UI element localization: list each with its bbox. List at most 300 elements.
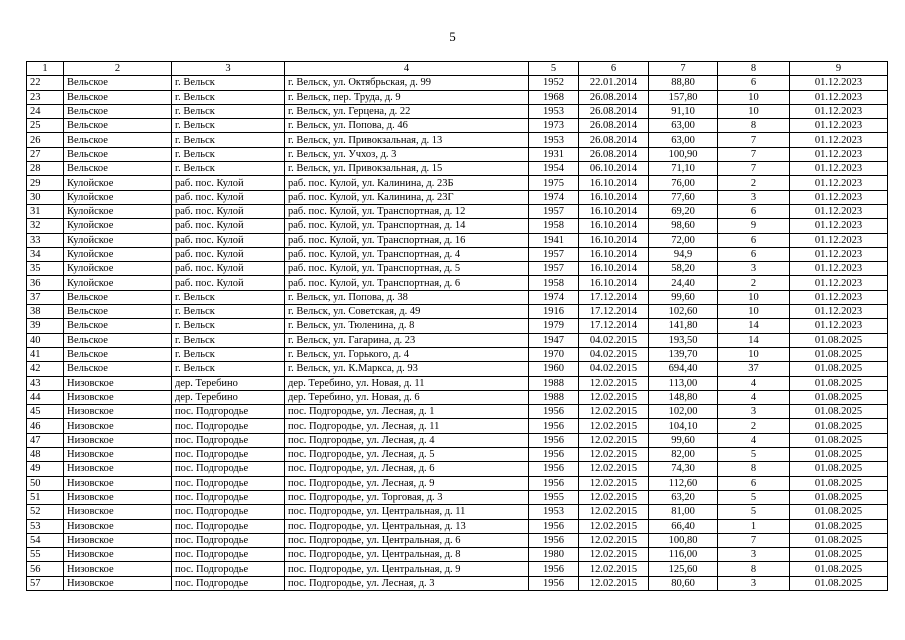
header-row xyxy=(27,62,888,76)
settlement-cell: Низовское xyxy=(64,476,172,490)
deadline-cell: 01.08.2025 xyxy=(790,490,888,504)
table-row xyxy=(27,162,888,176)
year-cell: 1954 xyxy=(529,162,579,176)
residents-cell: 3 xyxy=(718,190,790,204)
address-cell: раб. пос. Кулой, ул. Транспортная, д. 16 xyxy=(285,233,529,247)
row-number-cell: 52 xyxy=(27,505,64,519)
area-cell: 66,40 xyxy=(649,519,718,533)
area-cell: 81,00 xyxy=(649,505,718,519)
address-cell: г. Вельск, ул. К.Маркса, д. 93 xyxy=(285,362,529,376)
date-cell: 06.10.2014 xyxy=(579,162,649,176)
locality-cell: г. Вельск xyxy=(172,305,285,319)
year-cell: 1953 xyxy=(529,505,579,519)
locality-cell: г. Вельск xyxy=(172,119,285,133)
locality-cell: пос. Подгородье xyxy=(172,576,285,590)
settlement-cell: Низовское xyxy=(64,376,172,390)
address-cell: г. Вельск, ул. Попова, д. 46 xyxy=(285,119,529,133)
date-cell: 12.02.2015 xyxy=(579,562,649,576)
deadline-cell: 01.12.2023 xyxy=(790,119,888,133)
date-cell: 26.08.2014 xyxy=(579,90,649,104)
settlement-cell: Низовское xyxy=(64,390,172,404)
year-cell: 1953 xyxy=(529,133,579,147)
locality-cell: пос. Подгородье xyxy=(172,462,285,476)
area-cell: 113,00 xyxy=(649,376,718,390)
area-cell: 80,60 xyxy=(649,576,718,590)
table-row xyxy=(27,104,888,118)
address-cell: г. Вельск, ул. Попова, д. 38 xyxy=(285,290,529,304)
year-cell: 1916 xyxy=(529,305,579,319)
area-cell: 82,00 xyxy=(649,448,718,462)
settlement-cell: Низовское xyxy=(64,433,172,447)
row-number-cell: 45 xyxy=(27,405,64,419)
address-cell: раб. пос. Кулой, ул. Калинина, д. 23Б xyxy=(285,176,529,190)
column-header: 5 xyxy=(529,62,579,76)
address-cell: г. Вельск, ул. Гагарина, д. 23 xyxy=(285,333,529,347)
address-cell: пос. Подгородье, ул. Центральная, д. 11 xyxy=(285,505,529,519)
address-cell: раб. пос. Кулой, ул. Транспортная, д. 4 xyxy=(285,247,529,261)
address-cell: раб. пос. Кулой, ул. Транспортная, д. 14 xyxy=(285,219,529,233)
row-number-cell: 31 xyxy=(27,204,64,218)
table-row xyxy=(27,176,888,190)
deadline-cell: 01.08.2025 xyxy=(790,505,888,519)
deadline-cell: 01.12.2023 xyxy=(790,276,888,290)
row-number-cell: 53 xyxy=(27,519,64,533)
deadline-cell: 01.08.2025 xyxy=(790,362,888,376)
date-cell: 12.02.2015 xyxy=(579,390,649,404)
residents-cell: 2 xyxy=(718,276,790,290)
locality-cell: пос. Подгородье xyxy=(172,476,285,490)
table-row xyxy=(27,147,888,161)
address-cell: пос. Подгородье, ул. Лесная, д. 5 xyxy=(285,448,529,462)
date-cell: 12.02.2015 xyxy=(579,548,649,562)
date-cell: 22.01.2014 xyxy=(579,76,649,90)
date-cell: 12.02.2015 xyxy=(579,448,649,462)
locality-cell: г. Вельск xyxy=(172,347,285,361)
settlement-cell: Низовское xyxy=(64,448,172,462)
table-row xyxy=(27,233,888,247)
row-number-cell: 34 xyxy=(27,247,64,261)
date-cell: 16.10.2014 xyxy=(579,262,649,276)
locality-cell: г. Вельск xyxy=(172,104,285,118)
column-header: 2 xyxy=(64,62,172,76)
settlement-cell: Кулойское xyxy=(64,262,172,276)
residents-cell: 5 xyxy=(718,490,790,504)
locality-cell: раб. пос. Кулой xyxy=(172,190,285,204)
deadline-cell: 01.08.2025 xyxy=(790,576,888,590)
residents-cell: 3 xyxy=(718,548,790,562)
date-cell: 12.02.2015 xyxy=(579,533,649,547)
settlement-cell: Низовское xyxy=(64,462,172,476)
year-cell: 1956 xyxy=(529,433,579,447)
residents-cell: 14 xyxy=(718,333,790,347)
row-number-cell: 26 xyxy=(27,133,64,147)
year-cell: 1956 xyxy=(529,519,579,533)
table-row xyxy=(27,533,888,547)
settlement-cell: Вельское xyxy=(64,162,172,176)
date-cell: 04.02.2015 xyxy=(579,347,649,361)
locality-cell: пос. Подгородье xyxy=(172,419,285,433)
address-cell: г. Вельск, ул. Учхоз, д. 3 xyxy=(285,147,529,161)
residents-cell: 5 xyxy=(718,448,790,462)
settlement-cell: Вельское xyxy=(64,76,172,90)
area-cell: 58,20 xyxy=(649,262,718,276)
year-cell: 1968 xyxy=(529,90,579,104)
address-cell: г. Вельск, ул. Привокзальная, д. 15 xyxy=(285,162,529,176)
residents-cell: 14 xyxy=(718,319,790,333)
area-cell: 100,80 xyxy=(649,533,718,547)
row-number-cell: 50 xyxy=(27,476,64,490)
row-number-cell: 29 xyxy=(27,176,64,190)
row-number-cell: 38 xyxy=(27,305,64,319)
address-cell: г. Вельск, ул. Горького, д. 4 xyxy=(285,347,529,361)
year-cell: 1956 xyxy=(529,562,579,576)
area-cell: 141,80 xyxy=(649,319,718,333)
residents-cell: 1 xyxy=(718,519,790,533)
settlement-cell: Кулойское xyxy=(64,204,172,218)
locality-cell: раб. пос. Кулой xyxy=(172,247,285,261)
locality-cell: г. Вельск xyxy=(172,162,285,176)
table-row xyxy=(27,204,888,218)
deadline-cell: 01.12.2023 xyxy=(790,90,888,104)
table-row xyxy=(27,347,888,361)
date-cell: 12.02.2015 xyxy=(579,376,649,390)
date-cell: 12.02.2015 xyxy=(579,462,649,476)
area-cell: 99,60 xyxy=(649,290,718,304)
locality-cell: г. Вельск xyxy=(172,133,285,147)
address-cell: дер. Теребино, ул. Новая, д. 11 xyxy=(285,376,529,390)
date-cell: 12.02.2015 xyxy=(579,405,649,419)
settlement-cell: Низовское xyxy=(64,533,172,547)
locality-cell: пос. Подгородье xyxy=(172,405,285,419)
locality-cell: раб. пос. Кулой xyxy=(172,219,285,233)
residents-cell: 3 xyxy=(718,576,790,590)
area-cell: 94,9 xyxy=(649,247,718,261)
settlement-cell: Вельское xyxy=(64,147,172,161)
deadline-cell: 01.08.2025 xyxy=(790,476,888,490)
deadline-cell: 01.12.2023 xyxy=(790,262,888,276)
settlement-cell: Кулойское xyxy=(64,233,172,247)
year-cell: 1956 xyxy=(529,448,579,462)
year-cell: 1958 xyxy=(529,276,579,290)
area-cell: 72,00 xyxy=(649,233,718,247)
residents-cell: 7 xyxy=(718,533,790,547)
year-cell: 1974 xyxy=(529,190,579,204)
year-cell: 1973 xyxy=(529,119,579,133)
area-cell: 63,00 xyxy=(649,133,718,147)
table-row xyxy=(27,419,888,433)
row-number-cell: 28 xyxy=(27,162,64,176)
locality-cell: г. Вельск xyxy=(172,76,285,90)
year-cell: 1957 xyxy=(529,204,579,218)
locality-cell: г. Вельск xyxy=(172,333,285,347)
date-cell: 26.08.2014 xyxy=(579,104,649,118)
residents-cell: 10 xyxy=(718,90,790,104)
settlement-cell: Низовское xyxy=(64,419,172,433)
date-cell: 16.10.2014 xyxy=(579,276,649,290)
deadline-cell: 01.08.2025 xyxy=(790,347,888,361)
locality-cell: пос. Подгородье xyxy=(172,519,285,533)
year-cell: 1956 xyxy=(529,476,579,490)
column-header: 9 xyxy=(790,62,888,76)
deadline-cell: 01.12.2023 xyxy=(790,162,888,176)
locality-cell: дер. Теребино xyxy=(172,376,285,390)
residents-cell: 9 xyxy=(718,219,790,233)
table-row xyxy=(27,376,888,390)
year-cell: 1947 xyxy=(529,333,579,347)
residents-cell: 4 xyxy=(718,376,790,390)
table-row xyxy=(27,90,888,104)
area-cell: 112,60 xyxy=(649,476,718,490)
area-cell: 694,40 xyxy=(649,362,718,376)
column-header: 1 xyxy=(27,62,64,76)
deadline-cell: 01.08.2025 xyxy=(790,333,888,347)
year-cell: 1979 xyxy=(529,319,579,333)
locality-cell: пос. Подгородье xyxy=(172,448,285,462)
table-row xyxy=(27,519,888,533)
locality-cell: г. Вельск xyxy=(172,319,285,333)
year-cell: 1953 xyxy=(529,104,579,118)
housing-registry-table xyxy=(26,61,888,591)
date-cell: 12.02.2015 xyxy=(579,505,649,519)
address-cell: раб. пос. Кулой, ул. Калинина, д. 23Г xyxy=(285,190,529,204)
locality-cell: дер. Теребино xyxy=(172,390,285,404)
year-cell: 1956 xyxy=(529,576,579,590)
row-number-cell: 57 xyxy=(27,576,64,590)
deadline-cell: 01.12.2023 xyxy=(790,76,888,90)
residents-cell: 37 xyxy=(718,362,790,376)
deadline-cell: 01.12.2023 xyxy=(790,147,888,161)
area-cell: 125,60 xyxy=(649,562,718,576)
deadline-cell: 01.12.2023 xyxy=(790,133,888,147)
area-cell: 76,00 xyxy=(649,176,718,190)
residents-cell: 4 xyxy=(718,390,790,404)
settlement-cell: Кулойское xyxy=(64,247,172,261)
address-cell: раб. пос. Кулой, ул. Транспортная, д. 12 xyxy=(285,204,529,218)
table-row xyxy=(27,190,888,204)
settlement-cell: Кулойское xyxy=(64,176,172,190)
address-cell: г. Вельск, ул. Тюленина, д. 8 xyxy=(285,319,529,333)
deadline-cell: 01.08.2025 xyxy=(790,562,888,576)
table-row xyxy=(27,576,888,590)
locality-cell: раб. пос. Кулой xyxy=(172,176,285,190)
date-cell: 16.10.2014 xyxy=(579,204,649,218)
area-cell: 63,00 xyxy=(649,119,718,133)
locality-cell: пос. Подгородье xyxy=(172,548,285,562)
table-row xyxy=(27,319,888,333)
settlement-cell: Вельское xyxy=(64,104,172,118)
settlement-cell: Кулойское xyxy=(64,190,172,204)
deadline-cell: 01.08.2025 xyxy=(790,462,888,476)
address-cell: пос. Подгородье, ул. Лесная, д. 1 xyxy=(285,405,529,419)
address-cell: г. Вельск, пер. Труда, д. 9 xyxy=(285,90,529,104)
year-cell: 1970 xyxy=(529,347,579,361)
residents-cell: 7 xyxy=(718,133,790,147)
date-cell: 16.10.2014 xyxy=(579,247,649,261)
table-row xyxy=(27,305,888,319)
date-cell: 12.02.2015 xyxy=(579,576,649,590)
year-cell: 1957 xyxy=(529,262,579,276)
date-cell: 12.02.2015 xyxy=(579,419,649,433)
date-cell: 12.02.2015 xyxy=(579,433,649,447)
area-cell: 88,80 xyxy=(649,76,718,90)
residents-cell: 5 xyxy=(718,505,790,519)
table-row xyxy=(27,476,888,490)
settlement-cell: Вельское xyxy=(64,305,172,319)
date-cell: 04.02.2015 xyxy=(579,333,649,347)
locality-cell: пос. Подгородье xyxy=(172,533,285,547)
table-row xyxy=(27,448,888,462)
row-number-cell: 30 xyxy=(27,190,64,204)
deadline-cell: 01.12.2023 xyxy=(790,290,888,304)
locality-cell: пос. Подгородье xyxy=(172,562,285,576)
table-row xyxy=(27,433,888,447)
address-cell: пос. Подгородье, ул. Центральная, д. 6 xyxy=(285,533,529,547)
year-cell: 1988 xyxy=(529,376,579,390)
address-cell: пос. Подгородье, ул. Центральная, д. 9 xyxy=(285,562,529,576)
deadline-cell: 01.08.2025 xyxy=(790,448,888,462)
row-number-cell: 22 xyxy=(27,76,64,90)
settlement-cell: Вельское xyxy=(64,90,172,104)
settlement-cell: Вельское xyxy=(64,362,172,376)
year-cell: 1941 xyxy=(529,233,579,247)
table-row xyxy=(27,276,888,290)
table-row xyxy=(27,119,888,133)
table-row xyxy=(27,290,888,304)
area-cell: 99,60 xyxy=(649,433,718,447)
table-row xyxy=(27,548,888,562)
date-cell: 17.12.2014 xyxy=(579,290,649,304)
table-row xyxy=(27,390,888,404)
area-cell: 77,60 xyxy=(649,190,718,204)
address-cell: г. Вельск, ул. Советская, д. 49 xyxy=(285,305,529,319)
row-number-cell: 48 xyxy=(27,448,64,462)
date-cell: 16.10.2014 xyxy=(579,233,649,247)
year-cell: 1955 xyxy=(529,490,579,504)
row-number-cell: 37 xyxy=(27,290,64,304)
year-cell: 1931 xyxy=(529,147,579,161)
deadline-cell: 01.08.2025 xyxy=(790,376,888,390)
area-cell: 104,10 xyxy=(649,419,718,433)
year-cell: 1956 xyxy=(529,533,579,547)
row-number-cell: 33 xyxy=(27,233,64,247)
address-cell: г. Вельск, ул. Герцена, д. 22 xyxy=(285,104,529,118)
row-number-cell: 40 xyxy=(27,333,64,347)
residents-cell: 4 xyxy=(718,433,790,447)
address-cell: пос. Подгородье, ул. Центральная, д. 8 xyxy=(285,548,529,562)
address-cell: пос. Подгородье, ул. Центральная, д. 13 xyxy=(285,519,529,533)
settlement-cell: Низовское xyxy=(64,562,172,576)
settlement-cell: Низовское xyxy=(64,490,172,504)
residents-cell: 8 xyxy=(718,119,790,133)
table-row xyxy=(27,562,888,576)
date-cell: 17.12.2014 xyxy=(579,319,649,333)
deadline-cell: 01.12.2023 xyxy=(790,104,888,118)
year-cell: 1956 xyxy=(529,419,579,433)
deadline-cell: 01.12.2023 xyxy=(790,319,888,333)
settlement-cell: Низовское xyxy=(64,576,172,590)
residents-cell: 10 xyxy=(718,305,790,319)
area-cell: 24,40 xyxy=(649,276,718,290)
area-cell: 139,70 xyxy=(649,347,718,361)
deadline-cell: 01.12.2023 xyxy=(790,190,888,204)
row-number-cell: 35 xyxy=(27,262,64,276)
date-cell: 26.08.2014 xyxy=(579,147,649,161)
area-cell: 98,60 xyxy=(649,219,718,233)
deadline-cell: 01.08.2025 xyxy=(790,519,888,533)
row-number-cell: 47 xyxy=(27,433,64,447)
deadline-cell: 01.12.2023 xyxy=(790,233,888,247)
settlement-cell: Вельское xyxy=(64,119,172,133)
settlement-cell: Низовское xyxy=(64,405,172,419)
residents-cell: 6 xyxy=(718,247,790,261)
table-row xyxy=(27,505,888,519)
deadline-cell: 01.08.2025 xyxy=(790,548,888,562)
locality-cell: раб. пос. Кулой xyxy=(172,262,285,276)
year-cell: 1988 xyxy=(529,390,579,404)
area-cell: 71,10 xyxy=(649,162,718,176)
page-number: 5 xyxy=(449,29,456,44)
table-row xyxy=(27,262,888,276)
row-number-cell: 44 xyxy=(27,390,64,404)
area-cell: 91,10 xyxy=(649,104,718,118)
deadline-cell: 01.12.2023 xyxy=(790,219,888,233)
settlement-cell: Кулойское xyxy=(64,276,172,290)
address-cell: г. Вельск, ул. Октябрьская, д. 99 xyxy=(285,76,529,90)
row-number-cell: 56 xyxy=(27,562,64,576)
residents-cell: 7 xyxy=(718,147,790,161)
settlement-cell: Вельское xyxy=(64,133,172,147)
residents-cell: 6 xyxy=(718,233,790,247)
column-header: 3 xyxy=(172,62,285,76)
residents-cell: 3 xyxy=(718,262,790,276)
area-cell: 116,00 xyxy=(649,548,718,562)
row-number-cell: 24 xyxy=(27,104,64,118)
residents-cell: 7 xyxy=(718,162,790,176)
area-cell: 100,90 xyxy=(649,147,718,161)
row-number-cell: 25 xyxy=(27,119,64,133)
column-header: 7 xyxy=(649,62,718,76)
settlement-cell: Низовское xyxy=(64,548,172,562)
row-number-cell: 36 xyxy=(27,276,64,290)
year-cell: 1975 xyxy=(529,176,579,190)
settlement-cell: Вельское xyxy=(64,290,172,304)
row-number-cell: 41 xyxy=(27,347,64,361)
locality-cell: пос. Подгородье xyxy=(172,505,285,519)
locality-cell: пос. Подгородье xyxy=(172,433,285,447)
date-cell: 12.02.2015 xyxy=(579,476,649,490)
year-cell: 1980 xyxy=(529,548,579,562)
locality-cell: г. Вельск xyxy=(172,90,285,104)
year-cell: 1956 xyxy=(529,462,579,476)
area-cell: 157,80 xyxy=(649,90,718,104)
year-cell: 1974 xyxy=(529,290,579,304)
area-cell: 102,00 xyxy=(649,405,718,419)
settlement-cell: Низовское xyxy=(64,519,172,533)
year-cell: 1952 xyxy=(529,76,579,90)
locality-cell: пос. Подгородье xyxy=(172,490,285,504)
date-cell: 16.10.2014 xyxy=(579,219,649,233)
row-number-cell: 55 xyxy=(27,548,64,562)
deadline-cell: 01.08.2025 xyxy=(790,390,888,404)
locality-cell: г. Вельск xyxy=(172,147,285,161)
year-cell: 1956 xyxy=(529,405,579,419)
residents-cell: 10 xyxy=(718,104,790,118)
residents-cell: 6 xyxy=(718,76,790,90)
table-row xyxy=(27,405,888,419)
deadline-cell: 01.12.2023 xyxy=(790,247,888,261)
area-cell: 193,50 xyxy=(649,333,718,347)
date-cell: 17.12.2014 xyxy=(579,305,649,319)
